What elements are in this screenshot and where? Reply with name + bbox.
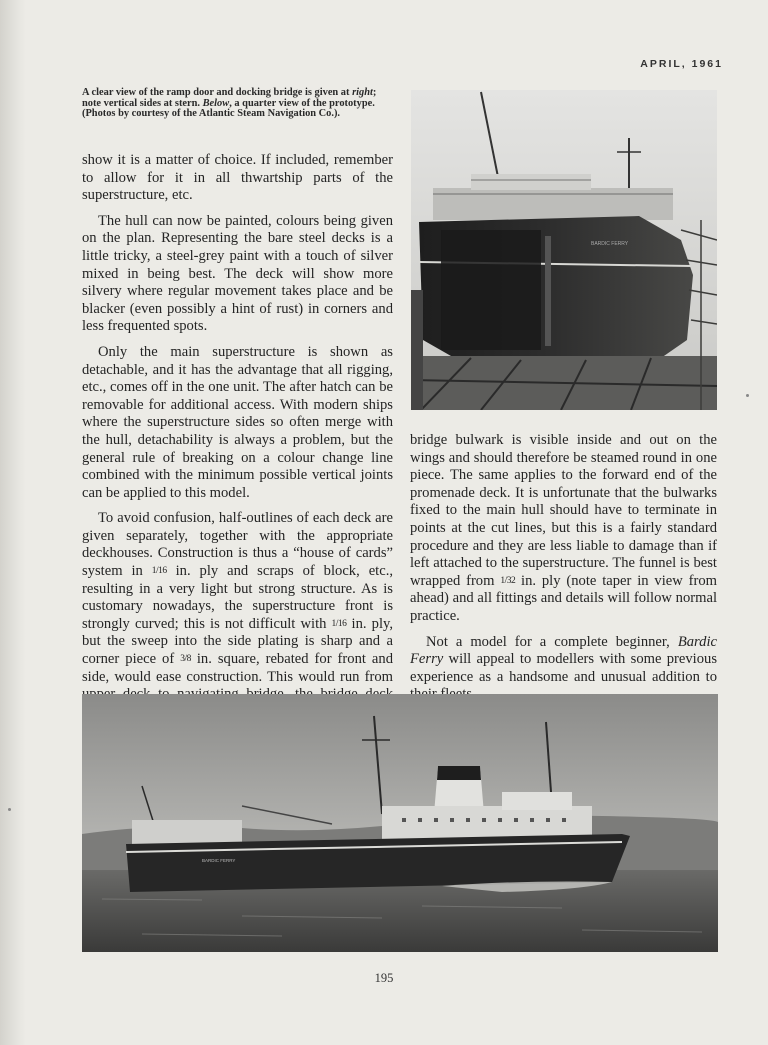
fraction: 1/32 bbox=[500, 575, 516, 586]
stern-ramp-photo bbox=[411, 90, 717, 410]
scan-speck bbox=[746, 394, 749, 397]
photo-caption: A clear view of the ramp door and docking bridge is given at right; note vertical sides at stern. Below, a quarter view of the prototype. (Photos by courtesy of the Atlantic Steam Navigation Co.). bbox=[82, 87, 377, 120]
fraction: 3/8 bbox=[180, 654, 191, 665]
paragraph: Not a model for a complete beginner, Bardic Ferry will appeal to modellers with some previous experience as a handsome and unusual addition to bbox=[410, 633, 717, 685]
ship-at-sea-illustration bbox=[82, 694, 718, 952]
left-column bbox=[82, 152, 393, 729]
ship-name: Bardic Ferry bbox=[410, 633, 717, 668]
ship-marking: BARDIC FERRY bbox=[202, 858, 236, 863]
page-edge-shadow bbox=[0, 0, 26, 1045]
paragraph: bridge bulwark is visible inside and out on the wings and should therefore be steamed round in one piece. The same applies to the forward end of the promenade deck. It is unfortunate that the bulwarks fixed to the main hull should have to terminate in points at the cut lines, but this is a fairly standard procedure and they are less liable to damage than if left attached to the superstructure. The funnel is best wrapped from 1/32 in. ply (note taper in view from ahead) and all fittings and details will follow normal practice. bbox=[410, 432, 717, 624]
page-number: 195 bbox=[374, 971, 394, 985]
running-header: APRIL, 1961 bbox=[640, 58, 723, 70]
right-column bbox=[410, 432, 717, 712]
fraction: 1/16 bbox=[331, 618, 347, 629]
paragraph: Only the main superstructure is shown as detachable, and it has the advantage that all rigging, etc., comes off in the one unit. The after hatch can be removable for additional access. With modern ships where the superstructure sides so often merge with the hull, detachability is always a problem, but the general rule of breaking on a colour change line combined with the minimum possible vertical joints can be applied to this model. bbox=[82, 343, 393, 501]
ship-marking: BARDIC FERRY bbox=[591, 241, 629, 247]
paragraph: show it is a matter of choice. If included, remember to allow for it in all thwartship parts of the superstructure, etc. bbox=[82, 152, 393, 204]
fraction: 1/16 bbox=[151, 566, 167, 577]
paragraph: The hull can now be painted, colours being given on the plan. Representing the bare steel decks is a little tricky, a steel-grey paint with a touch of silver mixed in being best. The deck will show more silvery where regular movement takes place and be blacker (even possibly a hint of rust) in corners and less frequented spots. bbox=[82, 212, 393, 335]
stern-ramp-illustration bbox=[411, 90, 717, 410]
paragraph: To avoid confusion, half-outlines of each deck are given separately, together with the appropriate deckhouses. Construction is thus a “house of cards” system in 1/16 in. ply and scraps of block, etc., resulting in a very light but strong structure. As is customary nowadays, the superstructure front is strongly curved; this is not difficult with 1/16 in. ply, but the sweep into the side plating is sharp and a corner piece of 3/8 in. square, rebated for front and side, would ease construction. This would run from bbox=[82, 510, 394, 685]
ship-at-sea-photo bbox=[82, 694, 718, 952]
scan-speck bbox=[8, 808, 11, 811]
